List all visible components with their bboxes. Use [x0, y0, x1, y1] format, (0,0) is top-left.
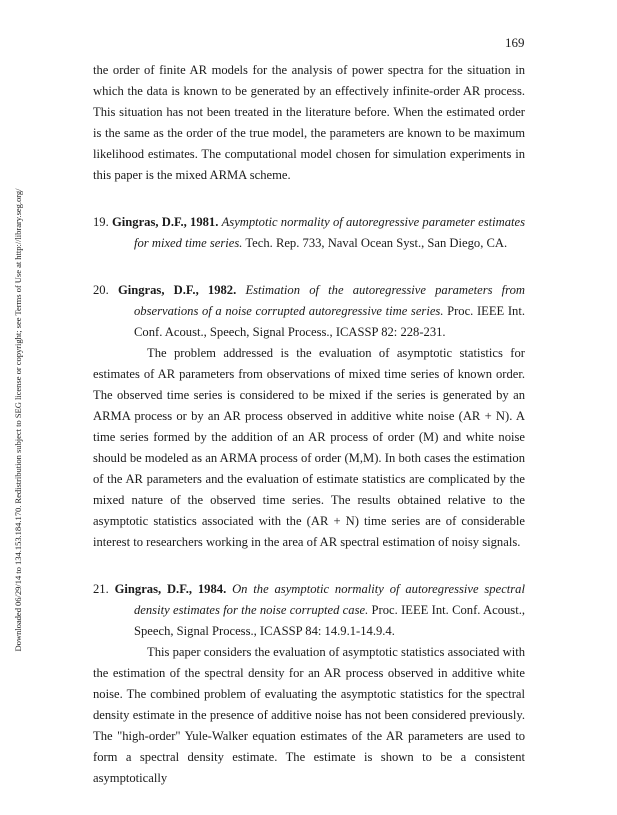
reference-source: Tech. Rep. 733, Naval Ocean Syst., San Diego, CA. — [245, 236, 508, 250]
reference-entry-20 — [93, 280, 525, 553]
reference-authors: Gingras, D.F., 1982. — [117, 283, 237, 297]
reference-title: Asymptotic normality of autoregressive parameter estimates for mixed time series. — [134, 215, 525, 250]
reference-title: On the asymptotic normality of autoregressive spectral density estimates for the noise corrupted case. — [134, 582, 525, 617]
page-body — [93, 60, 525, 815]
reference-citation — [93, 212, 525, 254]
download-notice-text: Downloaded 06/29/14 to 134.153.184.170. Redistribution subject to SEG license or copyright; see Terms of Use at http://library.seg.org/ — [13, 188, 23, 652]
reference-citation — [93, 280, 525, 343]
reference-entry-19 — [93, 212, 525, 254]
reference-abstract: The problem addressed is the evaluation of asymptotic statistics for estimates of AR parameters from observations of mixed time series of known order. The observed time series is considered to be mixed if the series is generated by an ARMA process or by an AR process observed in additive white noise (AR + N). A time series formed by the addition of an AR process of order (M) and white noise should be modeled as an ARMA process of order (M,M). In both cases the estimation of the AR parameters and the evaluation of estimate statistics are complicated by the mixed nature of the observed time series. The results obtained relative to the asymptotic statistics associated with the (AR + N) time series are of considerable interest to researchers working in the area of AR spectral estimation of noisy signals. — [93, 346, 525, 549]
page-number: 169 — [505, 35, 525, 50]
reference-authors: Gingras, D.F., 1984. — [114, 582, 227, 596]
reference-number: 21. — [93, 582, 109, 596]
reference-source: Proc. IEEE Int. Conf. Acoust., Speech, Signal Process., ICASSP 84: 14.9.1-14.9.4. — [134, 603, 525, 638]
intro-paragraph: the order of finite AR models for the analysis of power spectra for the situation in which the data is known to be generated by an effectively infinite-order AR process. This situation has not been treated in the literature before. When the estimated order is the same as the order of the true model, the parameters are known to be maximum likelihood estimates. The computational model chosen for simulation experiments in this paper is the mixed ARMA scheme. — [93, 63, 525, 182]
reference-authors: Gingras, D.F., 1981. — [111, 215, 219, 229]
reference-number: 19. — [93, 215, 109, 229]
reference-citation — [93, 579, 525, 642]
reference-title: Estimation of the autoregressive parameters from observations of a noise corrupted autoregressive time series. — [134, 283, 525, 318]
reference-number: 20. — [93, 283, 109, 297]
reference-source: Proc. IEEE Int. Conf. Acoust., Speech, Signal Process., ICASSP 82: 228-231. — [134, 304, 525, 339]
download-notice — [12, 120, 24, 720]
reference-entry-21 — [93, 579, 525, 789]
reference-abstract: This paper considers the evaluation of asymptotic statistics associated with the estimation of the spectral density for an AR process observed in additive white noise. The combined problem of evaluating the asymptotic statistics for the spectral density estimate in the presence of additive noise has not been considered previously. The "high-order" Yule-Walker equation estimates of the AR parameters are used to form a spectral density estimate. The estimate is shown to be a consistent asymptotically — [93, 645, 525, 785]
